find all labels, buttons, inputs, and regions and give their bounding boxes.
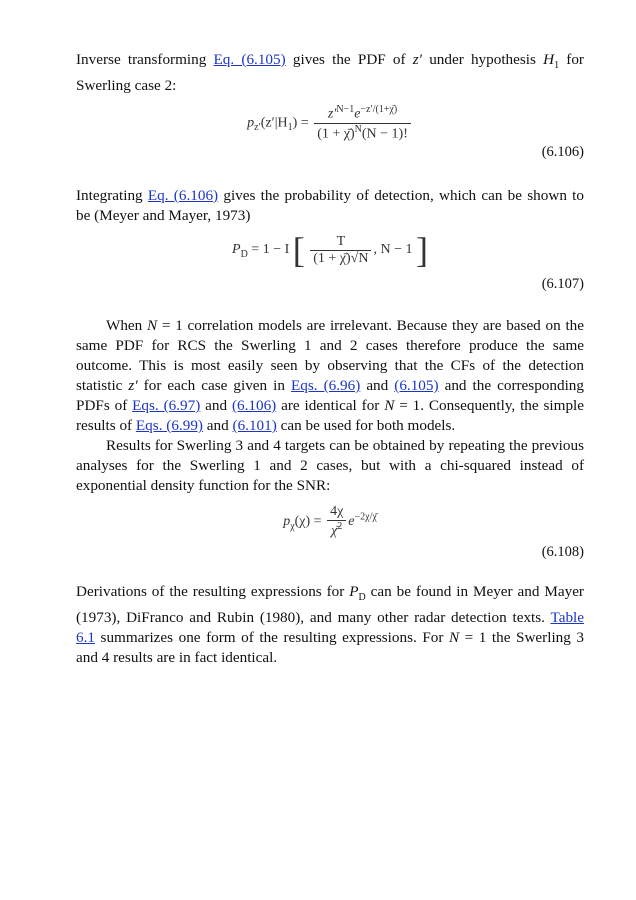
document-page: [76, 50, 584, 668]
paragraph-swerling-case-2: [76, 50, 584, 96]
fraction-denominator: [327, 521, 346, 540]
paragraph-derivations: [76, 582, 584, 668]
var-n: N: [448, 629, 460, 647]
text: Integrating: [76, 187, 148, 205]
paragraph-correlation-models: [76, 316, 584, 436]
var-h: H: [543, 51, 555, 68]
link-6-105[interactable]: (6.105): [394, 377, 439, 395]
formula-lhs-arg: (z′|H: [260, 115, 288, 131]
fraction-numerator: [314, 104, 411, 124]
text: and: [202, 417, 233, 435]
link-eq-6-106[interactable]: Eq. (6.106): [147, 187, 219, 205]
text: summarizes one form of the resulting expressions. For: [94, 629, 449, 647]
fraction-denominator: [314, 124, 411, 143]
link-eqs-6-97[interactable]: Eqs. (6.97): [132, 397, 201, 415]
formula-tail-exp: −2χ/χ̄: [354, 511, 377, 523]
formula-tail: e: [348, 514, 355, 530]
text: for Swerling case 2:: [76, 51, 584, 95]
equation-number: (6.107): [541, 276, 584, 293]
equation-6-107: [76, 226, 584, 304]
var-p: P: [349, 583, 359, 601]
equation-number: (6.108): [541, 544, 584, 561]
formula-equals: ) =: [292, 115, 309, 131]
text: = 1 correlation models are irrelevant. Because they are based on the same PDF for RCS the Swerling 1 and 2 cases therefore produce the same outcome. This is most easily seen by observing that the CFs of the detection statistic: [76, 317, 585, 395]
text: Inverse transforming: [76, 51, 214, 68]
text: for each case given in: [137, 377, 291, 395]
num-e: e: [354, 106, 361, 122]
text: can be found in Meyer and Mayer (1973), DiFranco and Rubin (1980), and many other radar detection texts.: [76, 583, 584, 627]
link-eqs-6-99[interactable]: Eqs. (6.99): [135, 417, 203, 435]
fraction: [310, 234, 371, 267]
den-term: χ̄: [331, 523, 338, 539]
text: gives the PDF of: [285, 51, 413, 68]
den-factorial: (N − 1)!: [361, 126, 408, 142]
link-6-101[interactable]: (6.101): [232, 417, 277, 435]
fraction: [314, 104, 411, 142]
var-n: N: [384, 397, 395, 415]
text: are identical for: [276, 397, 385, 415]
formula-lhs-arg-sub: 1: [287, 122, 293, 134]
text: = 1. Consequently, the simple results of: [76, 397, 584, 435]
link-table-6-1[interactable]: Table 6.1: [76, 609, 584, 647]
var-n: N: [147, 317, 158, 335]
formula-lhs: P: [232, 242, 241, 258]
num-term: z′: [327, 106, 337, 122]
fraction-denominator: (1 + χ̄)√N: [313, 250, 369, 266]
text: and: [200, 397, 232, 415]
formula-lhs: p: [283, 514, 291, 530]
formula-lhs-sub: D: [240, 249, 248, 261]
text: under hypothesis: [422, 51, 544, 68]
num-e-exp: −z′/(1+χ̄): [360, 104, 398, 116]
paragraph-swerling-3-4: Results for Swerling 3 and 4 targets can be obtained by repeating the previous analyses for the Swerling 1 and 2 cases, but with a chi-squared instead of exponential density function for the SNR:: [76, 437, 584, 495]
paragraph-integrating: [76, 186, 584, 226]
den-term: (1 + χ̄): [317, 126, 355, 142]
den-exp: 2: [337, 521, 343, 533]
link-eqs-6-96[interactable]: Eqs. (6.96): [291, 377, 361, 395]
text: = 1 the Swerling 3 and 4 results are in fact identical.: [76, 629, 584, 667]
fraction-numerator: T: [310, 234, 371, 251]
formula: [76, 104, 584, 142]
fraction: [327, 504, 346, 540]
var-h-sub: 1: [554, 60, 560, 72]
formula-lhs: p: [247, 115, 255, 131]
equation-number: (6.106): [541, 144, 584, 161]
equation-6-108: [76, 496, 584, 570]
link-6-106[interactable]: (6.106): [231, 397, 277, 415]
den-exp: N: [354, 123, 362, 135]
formula-tail: , N − 1: [373, 242, 413, 258]
text: can be used for both models.: [276, 417, 456, 435]
var-z-prime: z′: [128, 377, 138, 395]
formula-lhs-arg: (χ) =: [294, 514, 322, 530]
link-eq-6-105[interactable]: Eq. (6.105): [213, 51, 286, 68]
text: Derivations of the resulting expressions for: [76, 583, 350, 601]
formula-mid: = 1 − I: [247, 242, 290, 258]
fraction-numerator: 4χ: [327, 504, 346, 521]
text: and: [360, 377, 395, 395]
right-bracket: ]: [416, 230, 428, 271]
text: When: [106, 317, 148, 335]
formula-lhs-sub: χ: [290, 520, 295, 532]
text: gives the probability of detection, which can be shown to be (Meyer and Mayer, 1973): [76, 187, 584, 225]
num-exp: N−1: [336, 104, 355, 116]
text: and the corresponding PDFs of: [76, 377, 584, 415]
formula: [76, 504, 584, 540]
left-bracket: [: [292, 230, 305, 271]
formula: [76, 230, 584, 271]
var-p-sub: D: [358, 592, 366, 604]
equation-6-106: [76, 96, 584, 174]
formula-lhs-sub: z′: [254, 122, 261, 134]
var-z-prime: z′: [412, 51, 422, 68]
